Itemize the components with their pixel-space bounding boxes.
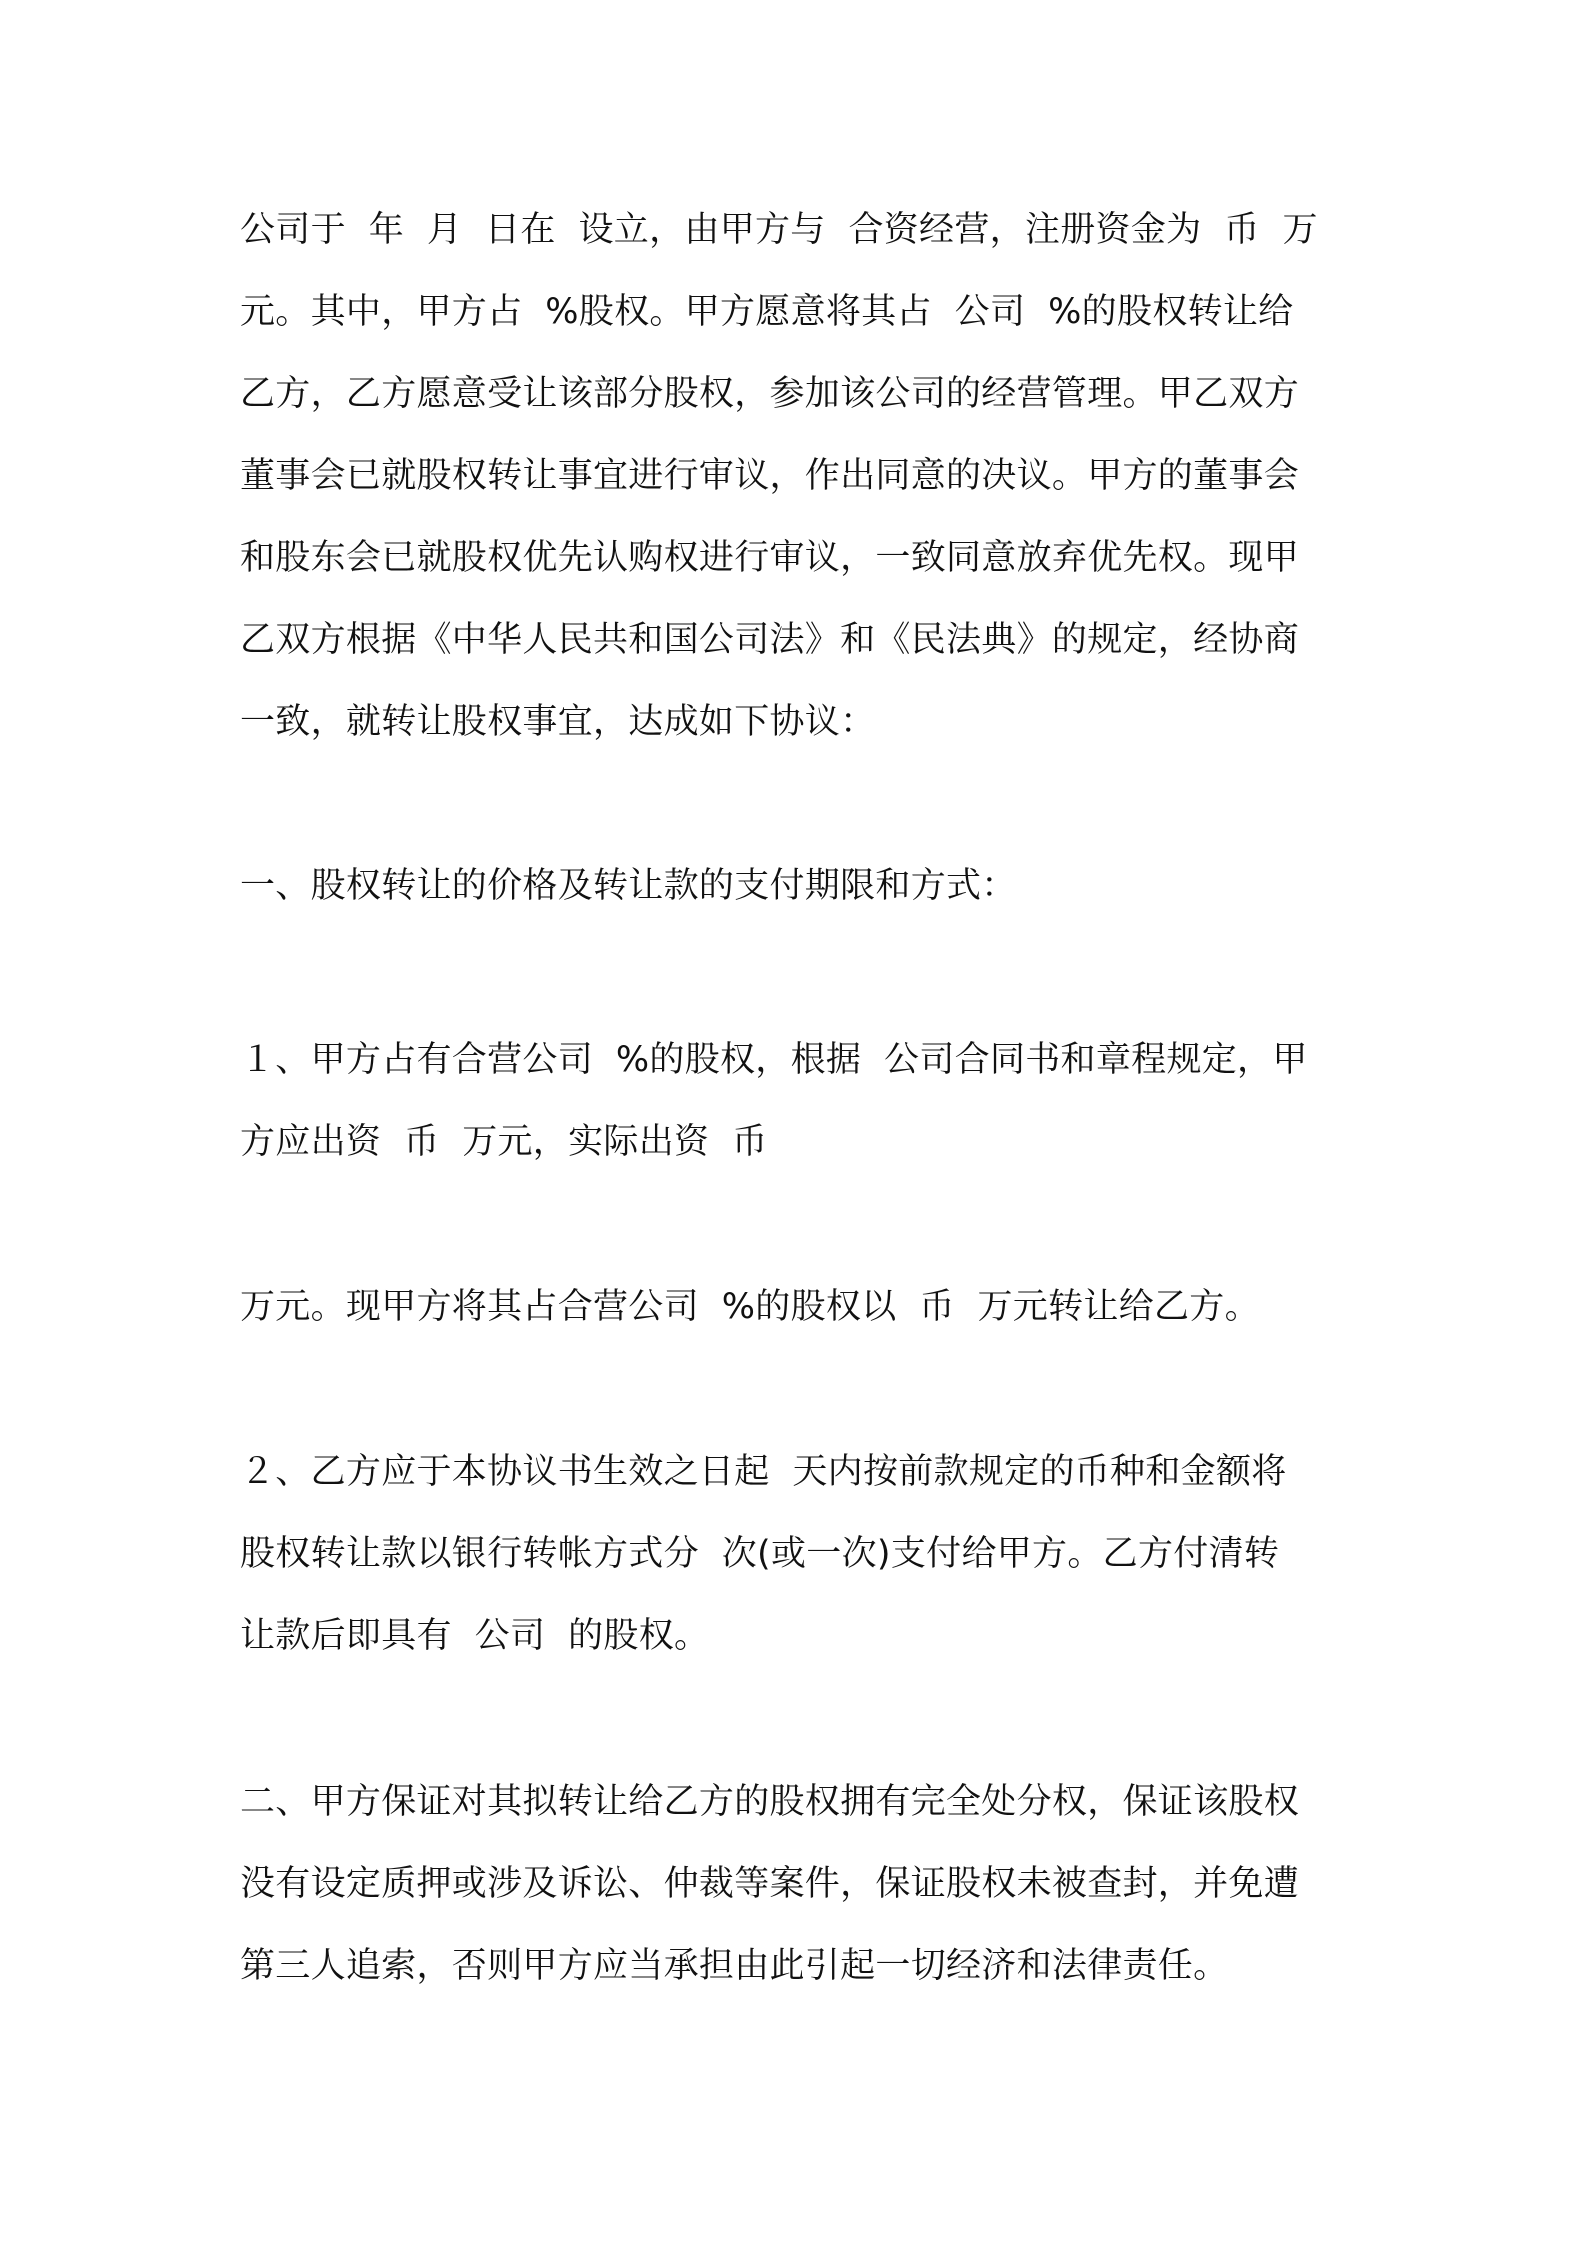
section-line: 第三人追索，否则甲方应当承担由此引起一切经济和法律责任。 [240,1946,1229,1986]
clause-line: 股权转让款以银行转帐方式分 次(或一次)支付给甲方。乙方付清转 [240,1534,1280,1574]
intro-line: 乙方，乙方愿意受让该部分股权，参加该公司的经营管理。甲乙双方 [240,374,1300,414]
intro-line: 董事会已就股权转让事宜进行审议，作出同意的决议。甲方的董事会 [240,456,1300,496]
intro-line: 乙双方根据《中华人民共和国公司法》和《民法典》的规定，经协商 [240,620,1300,660]
intro-line: 元。其中，甲方占 %股权。甲方愿意将其占 公司 %的股权转让给 [240,292,1294,332]
clause-line: ２、乙方应于本协议书生效之日起 天内按前款规定的币种和金额将 [240,1452,1287,1492]
clause-line: １、甲方占有合营公司 %的股权，根据 公司合同书和章程规定，甲 [240,1040,1308,1080]
clause-line: 万元。现甲方将其占合营公司 %的股权以 币 万元转让给乙方。 [240,1287,1260,1327]
section-line: 二、甲方保证对其拟转让给乙方的股权拥有完全处分权，保证该股权 [240,1782,1300,1822]
section-heading: 一、股权转让的价格及转让款的支付期限和方式： [240,866,1017,906]
section-line: 没有设定质押或涉及诉讼、仲裁等案件，保证股权未被查封，并免遭 [240,1864,1300,1904]
clause-line: 让款后即具有 公司 的股权。 [240,1616,710,1656]
intro-line: 和股东会已就股权优先认购权进行审议，一致同意放弃优先权。现甲 [240,538,1300,578]
clause-line: 方应出资 币 万元，实际出资 币 [240,1122,768,1162]
intro-line: 一致，就转让股权事宜，达成如下协议： [240,702,876,742]
intro-line: 公司于 年 月 日在 设立，由甲方与 合资经营，注册资金为 币 万 [240,210,1318,250]
